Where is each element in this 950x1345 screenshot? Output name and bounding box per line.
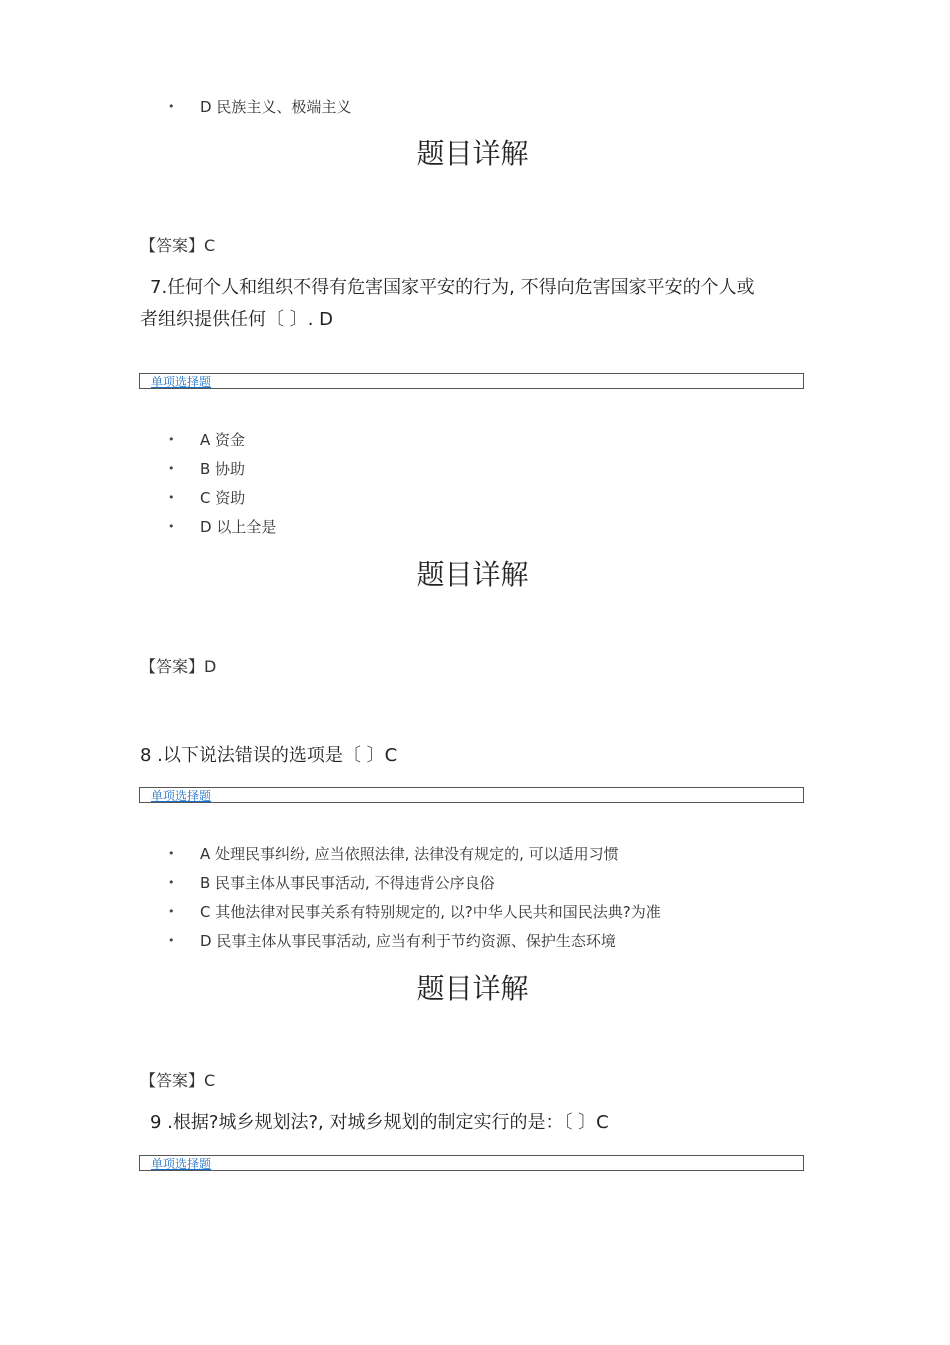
answer-label: 【答案】C <box>140 236 216 255</box>
detail-heading: 题目详解 <box>416 137 529 170</box>
option-row <box>168 488 245 508</box>
question-type-link[interactable]: 单项选择题 <box>151 1157 212 1171</box>
option-text: B 协助 <box>200 460 246 478</box>
option-text: A 资金 <box>200 431 246 449</box>
option-row <box>168 931 616 951</box>
option-text: D 民族主义、极端主义 <box>200 98 352 116</box>
question-type-link[interactable]: 单项选择题 <box>151 375 212 389</box>
bullet-icon: • <box>168 876 175 889</box>
bullet-icon: • <box>168 847 175 860</box>
option-row <box>168 844 619 864</box>
option-text: B 民事主体从事民事活动, 不得违背公序良俗 <box>200 874 495 892</box>
bullet-icon: • <box>168 100 175 113</box>
option-row <box>168 97 351 117</box>
question-7-line-1: 7.任何个人和组织不得有危害国家平安的行为, 不得向危害国家平安的个人或 <box>150 277 755 298</box>
option-row <box>168 902 661 922</box>
question-7 <box>150 272 810 304</box>
option-text: D 民事主体从事民事活动, 应当有利于节约资源、保护生态环境 <box>200 932 616 950</box>
option-text: C 其他法律对民事关系有特别规定的, 以?中华人民共和国民法典?为准 <box>200 903 661 921</box>
option-row <box>168 459 245 479</box>
answer-label: 【答案】C <box>140 1071 216 1090</box>
bullet-icon: • <box>168 905 175 918</box>
option-text: C 资助 <box>200 489 246 507</box>
detail-heading: 题目详解 <box>416 558 529 591</box>
bullet-icon: • <box>168 520 175 533</box>
option-text: D 以上全是 <box>200 518 277 536</box>
answer-label: 【答案】D <box>140 657 217 676</box>
option-row <box>168 430 245 450</box>
question-7-cont <box>140 304 800 336</box>
option-row <box>168 517 276 537</box>
question-type-box[interactable] <box>139 1155 804 1171</box>
option-row <box>168 873 495 893</box>
detail-heading: 题目详解 <box>416 972 529 1005</box>
question-type-box[interactable] <box>139 787 804 803</box>
question-7-line-2: 者组织提供任何〔 〕. D <box>140 309 334 330</box>
question-type-box[interactable] <box>139 373 804 389</box>
bullet-icon: • <box>168 934 175 947</box>
bullet-icon: • <box>168 491 175 504</box>
bullet-icon: • <box>168 462 175 475</box>
question-8: 8 .以下说法错误的选项是〔 〕C <box>140 745 398 766</box>
question-9: 9 .根据?城乡规划法?, 对城乡规划的制定实行的是：〔 〕C <box>150 1112 609 1133</box>
bullet-icon: • <box>168 433 175 446</box>
question-type-link[interactable]: 单项选择题 <box>151 789 212 803</box>
option-text: A 处理民事纠纷, 应当依照法律, 法律没有规定的, 可以适用习惯 <box>200 845 619 863</box>
